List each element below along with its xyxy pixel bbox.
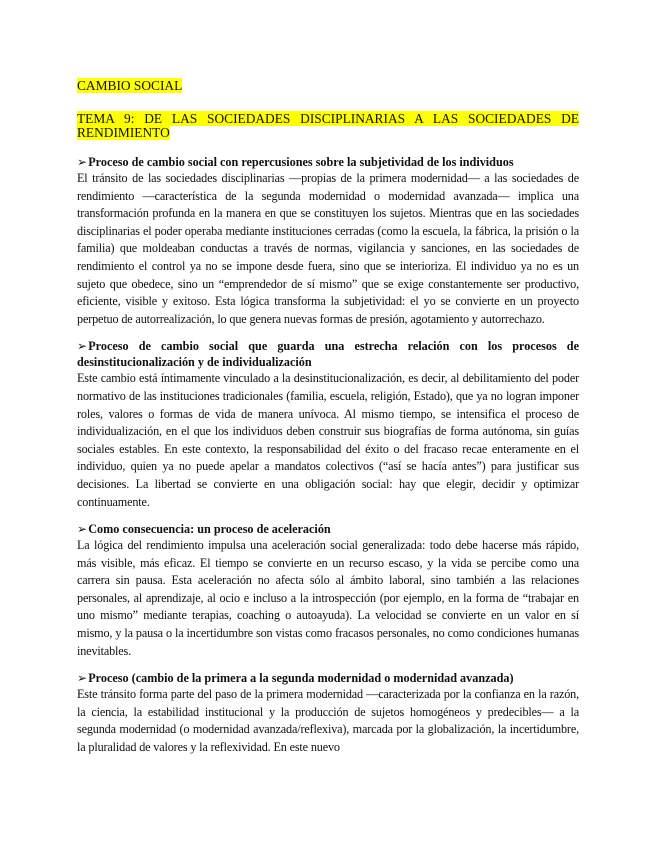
section-body: La lógica del rendimiento impulsa una aceleración social generalizada: todo debe hacerse más rápido, más visible, más eficaz. El tiempo se convierte en un recurso escaso, y la vida se percibe como una carrera sin pausa. Esta aceleración no afecta sólo al ámbito laboral, sino también a las relaciones personales, al aprendizaje, al ocio e incluso a la introspección (por ejemplo, en la forma de “trabajar en uno mismo” mediante terapias, coaching o autoayuda). La velocidad se convierte en un valor en sí mismo, y la pausa o la incertidumbre son vistas como fracasos personales, no como condiciones humanas inevitables. xyxy=(77,538,579,658)
section-body: Este tránsito forma parte del paso de la primera modernidad —caracterizada por la confianza en la razón, la ciencia, la estabilidad institucional y la producción de sujetos homogéneos y predecibles— a la segunda modernidad (o modernidad avanzada/reflexiva), marcada por la globalización, la incertidumbre, la pluralidad de valores y la reflexividad. En este nuevo xyxy=(77,687,579,755)
subject-title-text: CAMBIO SOCIAL xyxy=(77,78,183,93)
section-heading-text: Como consecuencia: un proceso de aceleración xyxy=(88,522,331,537)
section-heading-text: Proceso de cambio social que guarda una estrecha relación con los procesos de desinstitucionalización y de individualización xyxy=(77,339,579,370)
arrow-bullet-icon: ➢ xyxy=(77,522,88,537)
arrow-bullet-icon: ➢ xyxy=(77,339,88,354)
section-heading xyxy=(77,154,579,170)
section-modernity xyxy=(77,670,579,756)
section-heading xyxy=(77,521,579,537)
section-heading xyxy=(77,338,579,370)
section-heading-text: Proceso de cambio social con repercusiones sobre la subjetividad de los individuos xyxy=(88,155,514,169)
section-body: Este cambio está íntimamente vinculado a la desinstitucionalización, es decir, al debilitamiento del poder normativo de las instituciones tradicionales (familia, escuela, religión, Estado), que ya no logran imponer roles, valores o formas de vida de manera unívoca. Al mismo tiempo, se intensifica el proceso de individualización, en el que los individuos deben construir sus biografías de forma autónoma, sin guías sociales estables. En este contexto, la responsabilidad del éxito o del fracaso recae enteramente en el individuo, quien ya no puede apelar a mandatos colectivos (“así se hacía antes”) para justificar sus decisiones. La libertad se convierte en una obligación social: hay que elegir, decidir y optimizar continuamente. xyxy=(77,371,579,509)
section-subjectivity xyxy=(77,154,579,328)
section-heading xyxy=(77,670,579,686)
arrow-bullet-icon: ➢ xyxy=(77,671,88,686)
section-heading-text: Proceso (cambio de la primera a la segunda modernidad o modernidad avanzada) xyxy=(88,671,514,686)
topic-title xyxy=(77,112,579,140)
section-desinstitutionalization xyxy=(77,338,579,511)
topic-title-text: TEMA 9: DE LAS SOCIEDADES DISCIPLINARIAS A LAS SOCIEDADES DE RENDIMIENTO xyxy=(77,111,579,140)
arrow-bullet-icon: ➢ xyxy=(77,155,88,169)
document-page xyxy=(77,78,579,757)
section-acceleration xyxy=(77,521,579,660)
section-body: El tránsito de las sociedades disciplinarias —propias de la primera modernidad— a las sociedades de rendimiento —característica de la segunda modernidad o modernidad avanzada— implica una transformación profunda en la manera en que se constituyen los sujetos. Mientras que en las sociedades disciplinarias el poder operaba mediante instituciones cerradas (como la escuela, la fábrica, la prisión o la familia) que moldeaban conductas a través de normas, vigilancia y sanciones, en las sociedades de rendimiento el control ya no se impone desde fuera, sino que se interioriza. El individuo ya no es un sujeto que obedece, sino un “emprendedor de sí mismo” que se exige constantemente ser productivo, eficiente, visible y exitoso. Esta lógica transforma la subjetividad: el yo se convierte en un proyecto perpetuo de autorrealización, lo que genera nuevas formas de presión, agotamiento y autorrechazo. xyxy=(77,171,579,326)
subject-title xyxy=(77,78,579,93)
